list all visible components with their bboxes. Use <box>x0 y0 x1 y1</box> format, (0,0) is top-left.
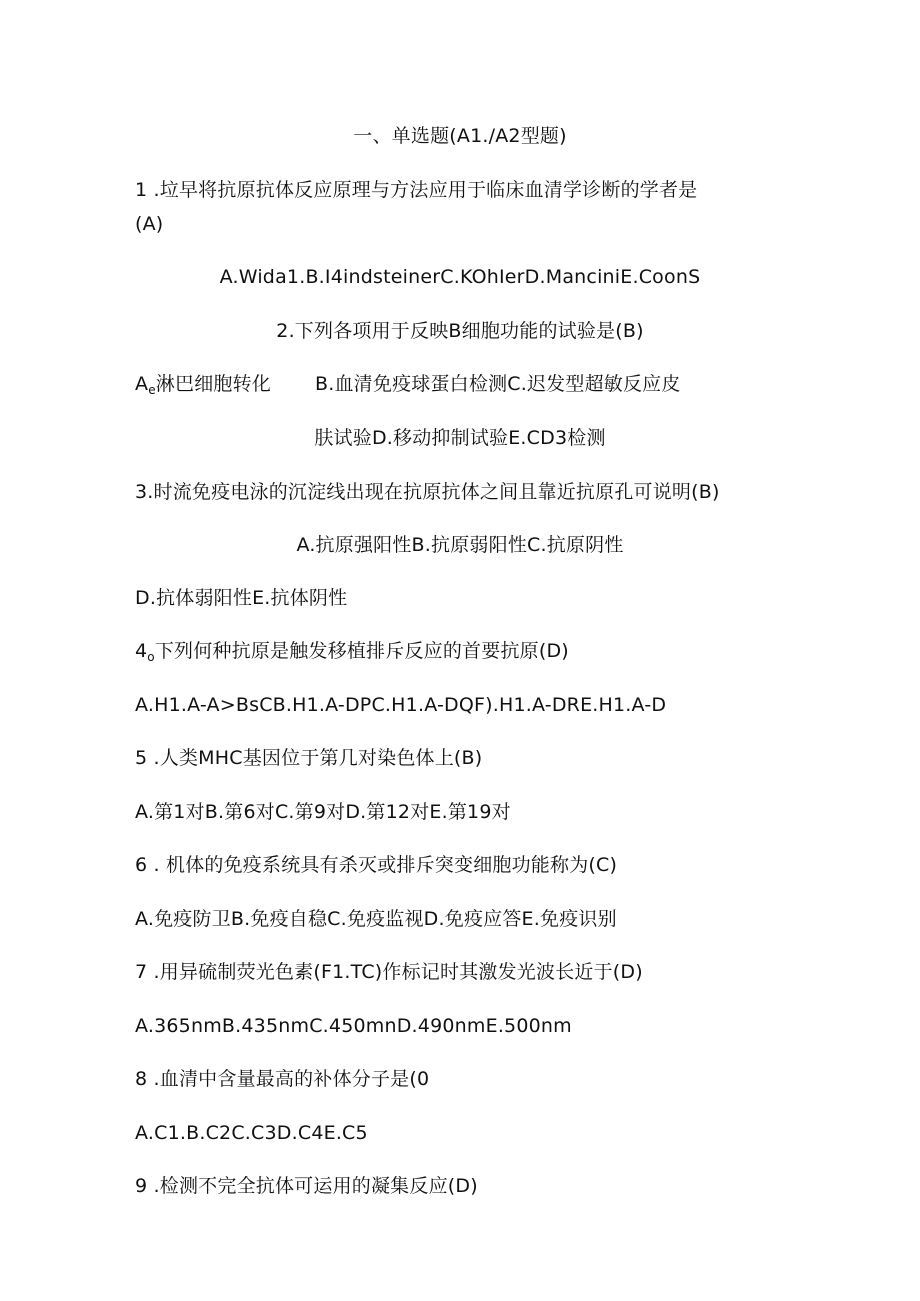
question-8-options: A.C1.B.C2C.C3D.C4E.C5 <box>135 1122 368 1144</box>
question-7-options: A.365nmB.435nmC.450mnD.490nmE.500nm <box>135 1015 572 1037</box>
question-4-options: A.H1.A-A>BsCB.H1.A-DPC.H1.A-DQF).H1.A-DRE.H1.A-D <box>135 694 667 716</box>
question-5-stem: 5 .人类MHC基因位于第几对染色体上(B) <box>135 747 483 769</box>
question-3-options-line1: A.抗原强阳性B.抗原弱阳性C.抗原阴性 <box>296 534 624 556</box>
question-2-options-line2: 肤试验D.移动抑制试验E.CD3检测 <box>314 427 606 449</box>
question-1-stem-line1: 1 .垃早将抗原抗体反应原理与方法应用于临床血清学诊断的学者是 <box>135 179 698 201</box>
question-4-stem <box>135 638 569 670</box>
question-2-option-a-subscript: e <box>148 383 156 397</box>
question-6-options: A.免疫防卫B.免疫自稳C.免疫监视D.免疫应答E.免疫识别 <box>135 908 617 930</box>
question-2-options-line1 <box>135 371 681 403</box>
question-2-option-a-letter: A <box>135 373 149 395</box>
question-2-option-bc: B.血清免疫球蛋白检测C.迟发型超敏反应皮 <box>315 373 681 395</box>
question-7-stem: 7 .用异硫制荧光色素(F1.TC)作标记时其激发光波长近于(D) <box>135 961 643 983</box>
section-title: 一、单选题(A1./A2型题) <box>353 125 567 147</box>
question-9-stem: 9 .检测不完全抗体可运用的凝集反应(D) <box>135 1175 478 1197</box>
question-2-stem: 2.下列各项用于反映B细胞功能的试验是(B) <box>276 320 644 342</box>
question-4-number: 4 <box>135 640 148 662</box>
question-6-stem: 6 . 机体的免疫系统具有杀灭或排斥突变细胞功能称为(C) <box>135 854 618 876</box>
question-1-options: A.Wida1.B.I4indsteinerC.KOhIerD.ManciniE.CoonS <box>219 266 701 288</box>
question-3-stem: 3.时流免疫电泳的沉淀线出现在抗原抗体之间且靠近抗原孔可说明(B) <box>135 481 720 503</box>
question-5-options: A.第1对B.第6对C.第9对D.第12对E.第19对 <box>135 801 511 823</box>
question-8-stem: 8 .血清中含量最高的补体分子是(0 <box>135 1068 430 1090</box>
question-1-stem-line2: (A) <box>135 213 164 235</box>
question-2-option-a-text: 淋巴细胞转化 <box>155 373 271 395</box>
question-4-subscript: o <box>147 650 155 664</box>
question-3-options-line2: D.抗体弱阳性E.抗体阴性 <box>135 587 348 609</box>
question-4-text: 下列何种抗原是触发移植排斥反应的首要抗原(D) <box>154 640 569 662</box>
